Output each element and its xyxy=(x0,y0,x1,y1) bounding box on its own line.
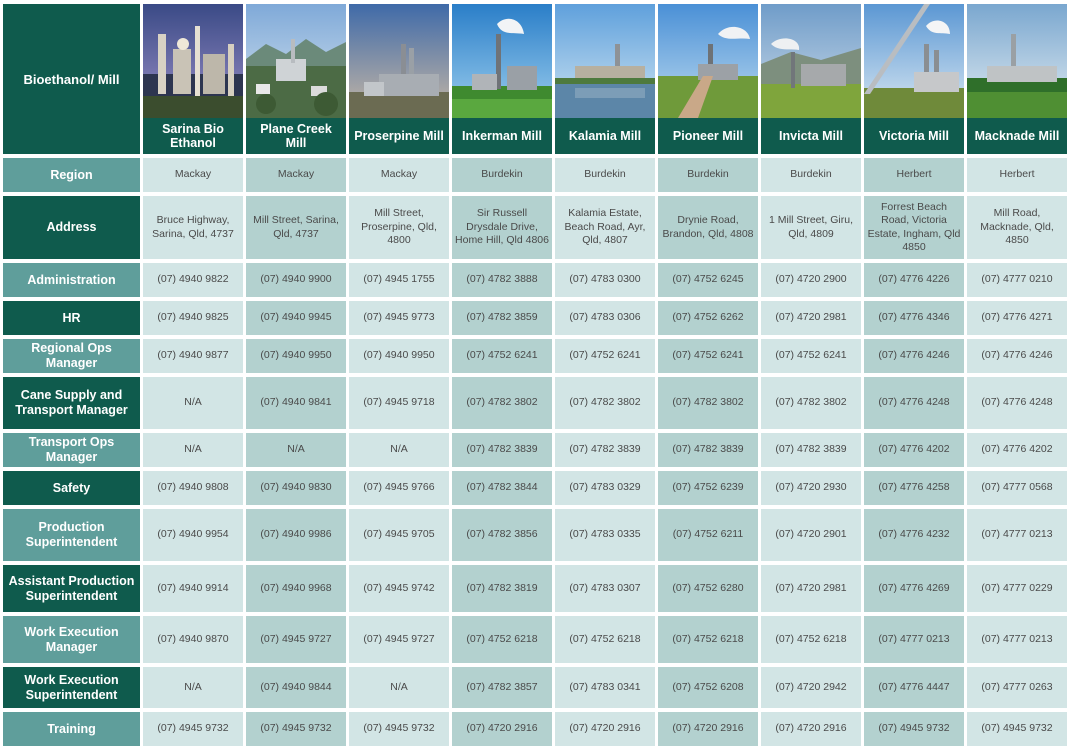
table-cell: (07) 4945 9732 xyxy=(349,712,449,746)
table-cell: (07) 4783 0306 xyxy=(555,301,655,335)
table-cell: Drynie Road, Brandon, Qld, 4808 xyxy=(658,196,758,259)
table-cell: (07) 4720 2901 xyxy=(761,509,861,561)
table-cell: Forrest Beach Road, Victoria Estate, Ingham, Qld 4850 xyxy=(864,196,964,259)
row-label: Work Execution Superintendent xyxy=(3,667,140,708)
table-cell: (07) 4720 2981 xyxy=(761,301,861,335)
mill-header xyxy=(349,4,449,154)
table-cell: (07) 4752 6211 xyxy=(658,509,758,561)
table-cell: (07) 4945 9742 xyxy=(349,565,449,612)
table-cell: Herbert xyxy=(967,158,1067,192)
table-cell: (07) 4940 9986 xyxy=(246,509,346,561)
table-cell: (07) 4777 0213 xyxy=(864,616,964,663)
table-cell: (07) 4782 3888 xyxy=(452,263,552,297)
table-cell: (07) 4782 3857 xyxy=(452,667,552,708)
table-cell: 1 Mill Street, Giru, Qld, 4809 xyxy=(761,196,861,259)
mill-name: Plane Creek Mill xyxy=(260,122,332,150)
table-cell: (07) 4782 3802 xyxy=(452,377,552,429)
table-cell: (07) 4940 9914 xyxy=(143,565,243,612)
corner-header: Bioethanol/ Mill xyxy=(3,4,140,154)
table-cell: (07) 4940 9841 xyxy=(246,377,346,429)
table-cell: (07) 4752 6280 xyxy=(658,565,758,612)
table-cell: (07) 4782 3844 xyxy=(452,471,552,505)
table-cell: Mackay xyxy=(349,158,449,192)
table-cell: (07) 4940 9954 xyxy=(143,509,243,561)
table-cell: Mackay xyxy=(246,158,346,192)
table-cell: (07) 4940 9950 xyxy=(349,339,449,373)
table-cell: (07) 4945 9773 xyxy=(349,301,449,335)
mill-header xyxy=(143,4,243,154)
table-cell: (07) 4752 6218 xyxy=(555,616,655,663)
table-cell: (07) 4776 4246 xyxy=(864,339,964,373)
table-cell: (07) 4752 6208 xyxy=(658,667,758,708)
table-cell: (07) 4783 0300 xyxy=(555,263,655,297)
mill-photo-image xyxy=(246,4,346,118)
table-cell: N/A xyxy=(349,667,449,708)
mill-photo-image xyxy=(452,4,552,118)
table-cell: (07) 4940 9968 xyxy=(246,565,346,612)
mill-photo-image xyxy=(864,4,964,118)
mill-photo-image xyxy=(143,4,243,118)
table-cell: Burdekin xyxy=(555,158,655,192)
table-cell: (07) 4720 2916 xyxy=(555,712,655,746)
table-cell: (07) 4777 0229 xyxy=(967,565,1067,612)
table-cell: (07) 4776 4202 xyxy=(967,433,1067,467)
mill-header xyxy=(967,4,1067,154)
mill-name: Proserpine Mill xyxy=(354,129,444,143)
table-cell: N/A xyxy=(143,433,243,467)
table-cell: Mill Street, Sarina, Qld, 4737 xyxy=(246,196,346,259)
table-cell: (07) 4940 9808 xyxy=(143,471,243,505)
mill-photo-image xyxy=(349,4,449,118)
table-cell: (07) 4782 3856 xyxy=(452,509,552,561)
table-cell: (07) 4940 9945 xyxy=(246,301,346,335)
table-cell: (07) 4752 6241 xyxy=(658,339,758,373)
table-cell: N/A xyxy=(246,433,346,467)
table-cell: (07) 4752 6241 xyxy=(452,339,552,373)
table-cell: Mill Road, Macknade, Qld, 4850 xyxy=(967,196,1067,259)
table-cell: (07) 4752 6218 xyxy=(761,616,861,663)
mill-header xyxy=(246,4,346,154)
table-cell: (07) 4940 9877 xyxy=(143,339,243,373)
table-cell: Kalamia Estate, Beach Road, Ayr, Qld, 4807 xyxy=(555,196,655,259)
table-cell: N/A xyxy=(349,433,449,467)
table-cell: (07) 4783 0335 xyxy=(555,509,655,561)
table-cell: (07) 4782 3839 xyxy=(658,433,758,467)
row-label: Training xyxy=(3,712,140,746)
table-cell: (07) 4752 6241 xyxy=(761,339,861,373)
mill-header xyxy=(864,4,964,154)
row-label: Production Superintendent xyxy=(3,509,140,561)
mill-name: Victoria Mill xyxy=(879,129,949,143)
table-cell: (07) 4782 3802 xyxy=(761,377,861,429)
mill-name: Macknade Mill xyxy=(974,129,1060,143)
table-cell: (07) 4777 0210 xyxy=(967,263,1067,297)
table-cell: (07) 4776 4202 xyxy=(864,433,964,467)
table-cell: Mill Street, Proserpine, Qld, 4800 xyxy=(349,196,449,259)
table-cell: (07) 4752 6218 xyxy=(452,616,552,663)
table-cell: (07) 4776 4226 xyxy=(864,263,964,297)
row-label: Work Execution Manager xyxy=(3,616,140,663)
mill-header xyxy=(555,4,655,154)
table-cell: Herbert xyxy=(864,158,964,192)
table-cell: (07) 4776 4248 xyxy=(864,377,964,429)
table-cell: (07) 4720 2900 xyxy=(761,263,861,297)
table-cell: (07) 4940 9900 xyxy=(246,263,346,297)
mill-name: Inkerman Mill xyxy=(462,129,542,143)
row-label: HR xyxy=(3,301,140,335)
table-cell: (07) 4782 3839 xyxy=(452,433,552,467)
table-cell: (07) 4782 3839 xyxy=(761,433,861,467)
mill-header xyxy=(761,4,861,154)
table-cell: (07) 4945 9705 xyxy=(349,509,449,561)
row-label: Region xyxy=(3,158,140,192)
table-cell: (07) 4783 0341 xyxy=(555,667,655,708)
table-cell: (07) 4945 9732 xyxy=(864,712,964,746)
table-cell: (07) 4945 9718 xyxy=(349,377,449,429)
table-cell: Burdekin xyxy=(452,158,552,192)
table-cell: N/A xyxy=(143,667,243,708)
table-cell: (07) 4945 9727 xyxy=(349,616,449,663)
table-cell: (07) 4782 3839 xyxy=(555,433,655,467)
table-cell: (07) 4776 4271 xyxy=(967,301,1067,335)
table-cell: (07) 4776 4346 xyxy=(864,301,964,335)
table-cell: (07) 4782 3819 xyxy=(452,565,552,612)
mill-photo-image xyxy=(658,4,758,118)
table-cell: Burdekin xyxy=(761,158,861,192)
mill-header xyxy=(452,4,552,154)
table-cell: (07) 4945 9732 xyxy=(967,712,1067,746)
row-label: Safety xyxy=(3,471,140,505)
table-cell: Mackay xyxy=(143,158,243,192)
row-label: Assistant Production Superintendent xyxy=(3,565,140,612)
table-cell: (07) 4945 9732 xyxy=(246,712,346,746)
table-cell: Burdekin xyxy=(658,158,758,192)
table-cell: (07) 4782 3802 xyxy=(658,377,758,429)
row-label: Administration xyxy=(3,263,140,297)
row-label: Regional Ops Manager xyxy=(3,339,140,373)
table-cell: Bruce Highway, Sarina, Qld, 4737 xyxy=(143,196,243,259)
mill-name: Invicta Mill xyxy=(779,129,843,143)
table-cell: (07) 4752 6241 xyxy=(555,339,655,373)
table-cell: (07) 4783 0329 xyxy=(555,471,655,505)
mill-name: Kalamia Mill xyxy=(568,129,642,143)
mill-name: Pioneer Mill xyxy=(672,129,744,143)
table-cell: (07) 4720 2942 xyxy=(761,667,861,708)
table-cell: (07) 4940 9870 xyxy=(143,616,243,663)
table-cell: (07) 4945 9766 xyxy=(349,471,449,505)
table-cell: (07) 4782 3859 xyxy=(452,301,552,335)
table-cell: (07) 4752 6239 xyxy=(658,471,758,505)
row-label: Cane Supply and Transport Manager xyxy=(3,377,140,429)
table-cell: (07) 4776 4447 xyxy=(864,667,964,708)
table-cell: (07) 4776 4248 xyxy=(967,377,1067,429)
table-cell: (07) 4776 4258 xyxy=(864,471,964,505)
table-cell: (07) 4720 2930 xyxy=(761,471,861,505)
row-label: Address xyxy=(3,196,140,259)
mill-name: Sarina Bio Ethanol xyxy=(162,122,224,150)
table-cell: (07) 4720 2981 xyxy=(761,565,861,612)
table-cell: Sir Russell Drysdale Drive, Home Hill, Qld 4806 xyxy=(452,196,552,259)
table-cell: (07) 4777 0568 xyxy=(967,471,1067,505)
table-cell: (07) 4940 9844 xyxy=(246,667,346,708)
table-cell: (07) 4782 3802 xyxy=(555,377,655,429)
table-cell: (07) 4945 9732 xyxy=(143,712,243,746)
mill-photo-image xyxy=(761,4,861,118)
table-cell: (07) 4940 9830 xyxy=(246,471,346,505)
table-cell: (07) 4945 9727 xyxy=(246,616,346,663)
row-label: Transport Ops Manager xyxy=(3,433,140,467)
table-cell: (07) 4720 2916 xyxy=(452,712,552,746)
table-cell: (07) 4720 2916 xyxy=(658,712,758,746)
table-cell: (07) 4940 9822 xyxy=(143,263,243,297)
table-cell: (07) 4752 6245 xyxy=(658,263,758,297)
table-cell: (07) 4777 0213 xyxy=(967,616,1067,663)
table-cell: (07) 4720 2916 xyxy=(761,712,861,746)
mill-photo-image xyxy=(555,4,655,118)
table-cell: (07) 4752 6218 xyxy=(658,616,758,663)
table-cell: (07) 4940 9950 xyxy=(246,339,346,373)
table-cell: (07) 4752 6262 xyxy=(658,301,758,335)
table-cell: (07) 4940 9825 xyxy=(143,301,243,335)
table-cell: (07) 4783 0307 xyxy=(555,565,655,612)
table-cell: (07) 4776 4232 xyxy=(864,509,964,561)
table-cell: (07) 4777 0213 xyxy=(967,509,1067,561)
mill-header xyxy=(658,4,758,154)
table-cell: (07) 4776 4246 xyxy=(967,339,1067,373)
table-cell: N/A xyxy=(143,377,243,429)
table-cell: (07) 4776 4269 xyxy=(864,565,964,612)
table-cell: (07) 4777 0263 xyxy=(967,667,1067,708)
mill-photo-image xyxy=(967,4,1067,118)
table-cell: (07) 4945 1755 xyxy=(349,263,449,297)
